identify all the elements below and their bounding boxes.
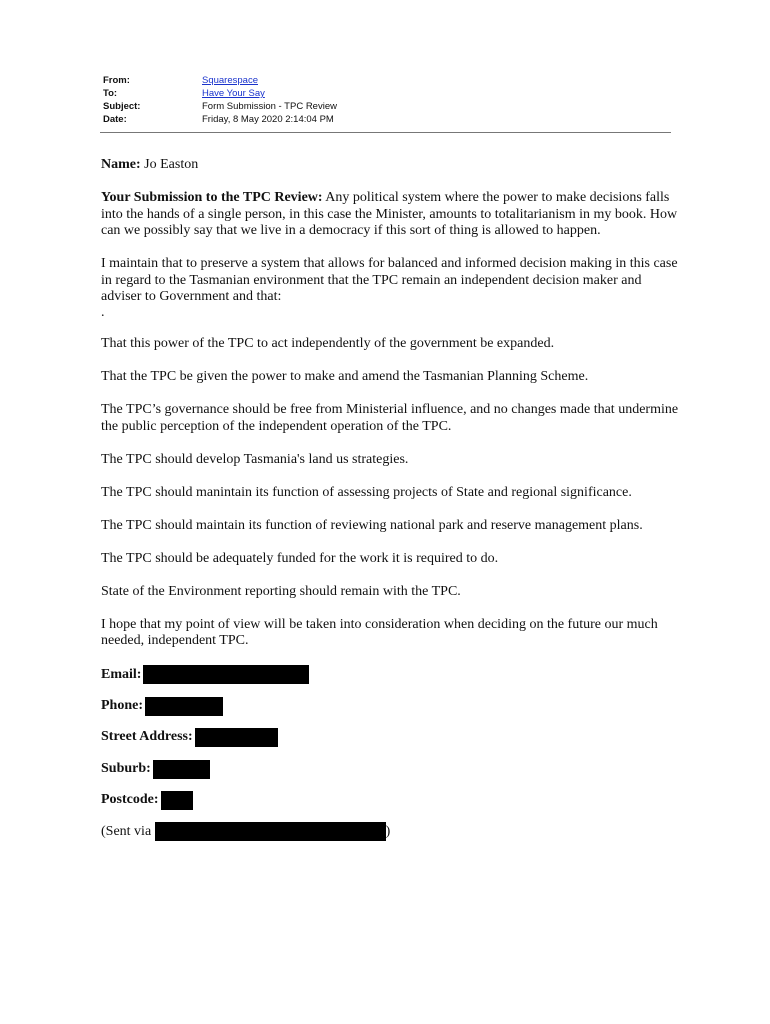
street-redaction xyxy=(195,728,278,747)
name-value: Jo Easton xyxy=(140,157,199,172)
header-divider xyxy=(100,132,671,133)
email-label: Email: xyxy=(101,666,142,682)
subject-value: Form Submission - TPC Review xyxy=(202,101,337,112)
paragraph-3: That the TPC be given the power to make and amend the Tasmanian Planning Scheme. xyxy=(101,369,589,385)
to-label: To: xyxy=(103,88,118,99)
date-label: Date: xyxy=(103,114,127,125)
email-field-row xyxy=(101,666,681,683)
suburb-label: Suburb: xyxy=(101,760,151,776)
paragraph-10: I hope that my point of view will be taken into consideration when deciding on the future our much needed, independent TPC. xyxy=(101,616,658,649)
name-label: Name: xyxy=(101,157,141,172)
email-redaction xyxy=(143,665,309,684)
paragraph-4: The TPC’s governance should be free from Ministerial influence, and no changes made that undermine the public perception of the independent operation of the TPC. xyxy=(101,402,679,434)
submission-paragraph xyxy=(101,190,681,240)
header-date-row xyxy=(103,113,671,126)
sent-prefix: (Sent via xyxy=(101,823,155,839)
header-to-row xyxy=(103,87,671,100)
suburb-redaction xyxy=(153,760,210,779)
suburb-field-row xyxy=(101,761,681,778)
from-label: From: xyxy=(103,75,130,86)
submission-text: Any political system where the power to make decisions falls into the hands of a single person, in this case the Minister, amounts to totalitarianism in my book. How can we possibly say that we live in a democracy if this sort of thing is allowed to happen. xyxy=(101,189,678,239)
header-from-row xyxy=(103,74,671,87)
postcode-redaction xyxy=(161,791,193,810)
sent-via-row xyxy=(101,823,681,840)
phone-label: Phone: xyxy=(101,697,143,713)
from-link[interactable]: Squarespace xyxy=(202,75,258,86)
sent-suffix: ) xyxy=(385,823,391,839)
paragraph-1: I maintain that to preserve a system that allows for balanced and informed decision making in this case in regard to the Tasmanian environment that the TPC remain an independent decision maker and adviser to Government and that: xyxy=(101,256,678,305)
phone-field-row xyxy=(101,698,681,715)
paragraph-6: The TPC should manintain its function of assessing projects of State and regional significance. xyxy=(101,484,632,500)
sent-via-redaction xyxy=(155,822,386,841)
postcode-field-row xyxy=(101,792,681,809)
paragraph-5: The TPC should develop Tasmania's land us strategies. xyxy=(101,451,409,467)
paragraph-7: The TPC should maintain its function of reviewing national park and reserve management plans. xyxy=(101,517,643,533)
paragraph-1-dot: . xyxy=(101,304,105,320)
submission-label: Your Submission to the TPC Review: xyxy=(101,189,323,205)
postcode-label: Postcode: xyxy=(101,792,159,808)
email-header xyxy=(103,74,671,126)
paragraph-8: The TPC should be adequately funded for the work it is required to do. xyxy=(101,550,499,566)
date-value: Friday, 8 May 2020 2:14:04 PM xyxy=(202,114,334,125)
paragraph-9: State of the Environment reporting should remain with the TPC. xyxy=(101,583,461,599)
paragraph-2: That this power of the TPC to act independently of the government be expanded. xyxy=(101,336,555,352)
email-body xyxy=(101,157,681,840)
to-link[interactable]: Have Your Say xyxy=(202,88,265,99)
header-subject-row xyxy=(103,100,671,113)
street-label: Street Address: xyxy=(101,729,193,745)
phone-redaction xyxy=(145,697,223,716)
subject-label: Subject: xyxy=(103,101,141,112)
name-paragraph xyxy=(101,157,681,174)
street-field-row xyxy=(101,729,681,746)
